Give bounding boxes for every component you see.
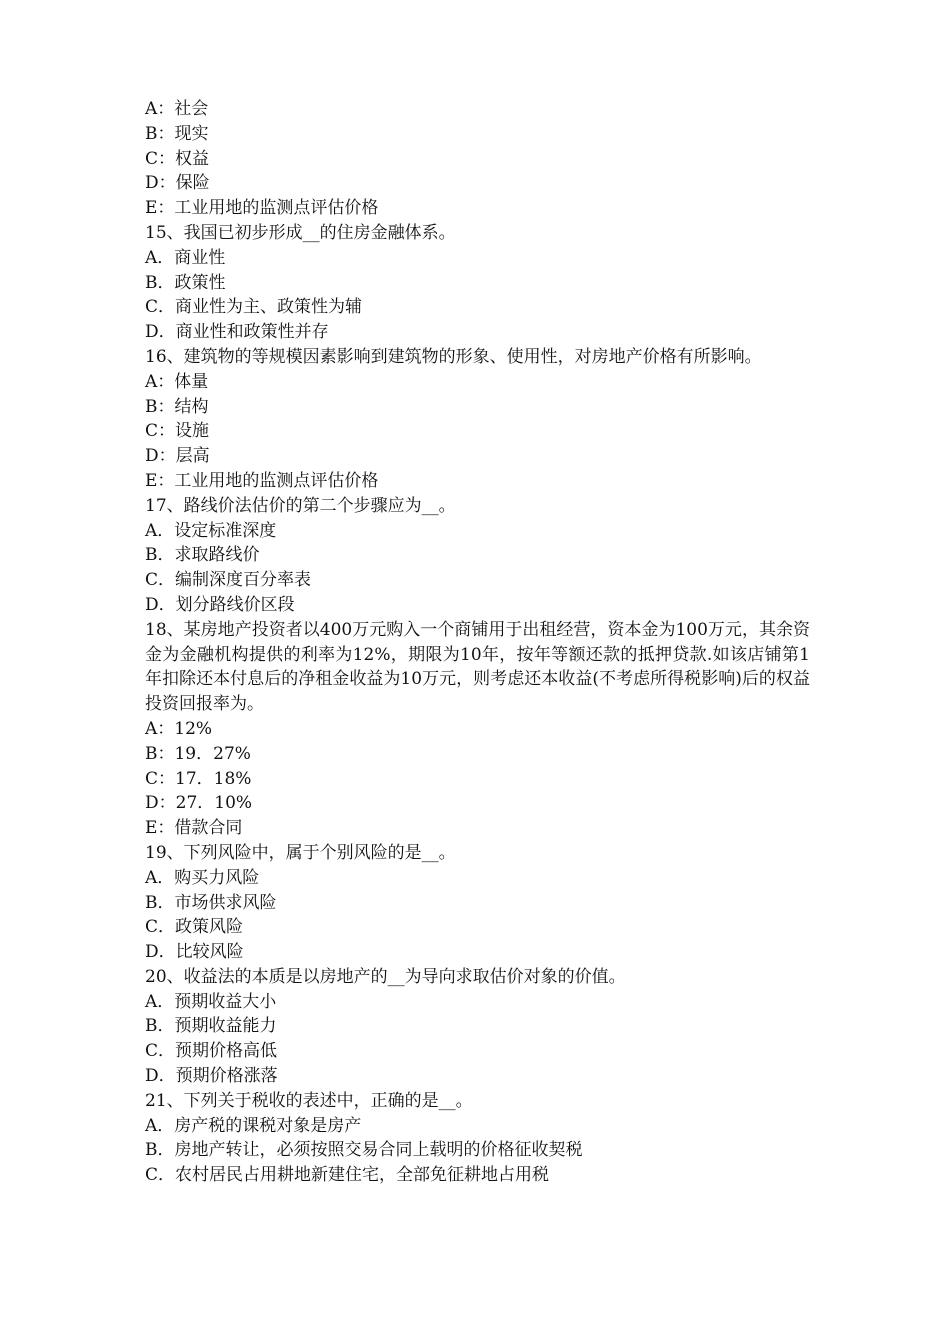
question-21: 21、下列关于税收的表述中，正确的是__。: [145, 1090, 473, 1111]
text-line: B：结构: [145, 396, 209, 417]
text-line: D：保险: [145, 173, 210, 194]
text-line: C．商业性为主、政策性为辅: [145, 297, 363, 318]
text-line: E：工业用地的监测点评估价格: [145, 198, 379, 219]
text-line: C．政策风险: [145, 917, 244, 938]
text-line: C：权益: [145, 148, 210, 169]
text-line: D：层高: [145, 446, 210, 467]
text-line: B：19．27%: [145, 743, 251, 764]
text-line: A．房产税的课税对象是房产: [145, 1115, 362, 1136]
text-line: B．市场供求风险: [145, 892, 277, 913]
text-line: C．农村居民占用耕地新建住宅，全部免征耕地占用税: [145, 1165, 550, 1186]
text-line: E：工业用地的监测点评估价格: [145, 470, 379, 491]
text-line: B．预期收益能力: [145, 1016, 277, 1037]
question-19: 19、下列风险中，属于个别风险的是__。: [145, 842, 456, 863]
text-line: B：现实: [145, 123, 209, 144]
text-line: D．预期价格涨落: [145, 1066, 278, 1087]
text-line: A．预期收益大小: [145, 991, 277, 1012]
text-line: B．求取路线价: [145, 545, 260, 566]
text-line: D．比较风险: [145, 942, 244, 963]
text-line: C．预期价格高低: [145, 1041, 278, 1062]
document-body: [145, 97, 810, 1188]
text-line: E：借款合同: [145, 818, 243, 839]
question-18: 18、某房地产投资者以400万元购入一个商铺用于出租经营，资本金为100万元，其余资金为金融机构提供的利率为12%，期限为10年，按年等额还款的抵押贷款.如该店铺第1年扣除还本付息后的净租金收益为10万元，则考虑还本收益(不考虑所得税影响)后的权益投资回报率为。: [145, 619, 810, 715]
text-line: C：设施: [145, 421, 210, 442]
text-line: A．购买力风险: [145, 867, 260, 888]
text-line: D．划分路线价区段: [145, 594, 295, 615]
text-line: A：体量: [145, 371, 209, 392]
text-line: D：27．10%: [145, 793, 253, 814]
text-line: A：12%: [145, 718, 213, 739]
text-line: A：社会: [145, 99, 209, 119]
text-line: C：17．18%: [145, 768, 252, 789]
question-20: 20、收益法的本质是以房地产的__为导向求取估价对象的价值。: [145, 966, 626, 987]
text-line: C．编制深度百分率表: [145, 570, 312, 591]
text-line: B．房地产转让，必须按照交易合同上载明的价格征收契税: [145, 1140, 583, 1161]
text-line: D．商业性和政策性并存: [145, 322, 329, 343]
question-15: 15、我国已初步形成__的住房金融体系。: [145, 222, 456, 243]
question-17: 17、路线价法估价的第二个步骤应为__。: [145, 495, 456, 516]
text-line: A．商业性: [145, 247, 226, 268]
text-line: A．设定标准深度: [145, 520, 277, 541]
question-16: 16、建筑物的等规模因素影响到建筑物的形象、使用性，对房地产价格有所影响。: [145, 346, 762, 367]
text-line: B．政策性: [145, 272, 226, 293]
